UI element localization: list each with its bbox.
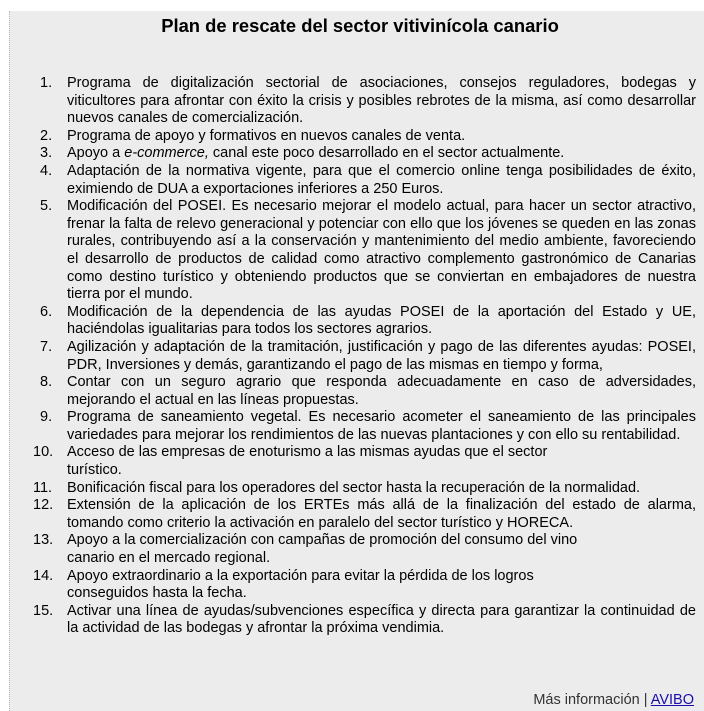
list-item	[40, 339, 696, 374]
item-number: 10.	[33, 444, 54, 461]
item-number: 4.	[40, 162, 53, 179]
footer-label: Más información |	[533, 692, 651, 708]
page-title: Plan de rescate del sector vitivinícola canario	[161, 15, 559, 36]
item-text: Modificación del POSEI. Es necesario mejorar el modelo actual, para hacer un sector atractivo, frenar la falta de relevo generacional y potenciar con ello que los jóvenes se queden en las zonas rurales, contribuyendo así a la conservación y mantenimiento del medio ambiente, favoreciendo el desarrollo de productos de calidad como atractivo complemento gastronómico de Canarias como destino turístico y obteniendo productos que se conviertan en embajadores de nuestra tierra por el mundo.	[67, 198, 696, 303]
list-item	[33, 444, 696, 479]
item-number: 13.	[33, 532, 54, 549]
item-number: 1.	[40, 75, 53, 91]
item-number: 9.	[40, 409, 53, 426]
item-number: 15.	[33, 602, 54, 619]
list-item	[33, 479, 696, 498]
item-text: Modificación de la dependencia de las ayudas POSEI de la aportación del Estado y UE, haciéndolas igualitarias para todos los sectores agrarios.	[67, 303, 696, 338]
rescue-plan-list	[33, 75, 696, 638]
item-number: 2.	[40, 127, 53, 144]
list-item	[33, 532, 696, 567]
item-number: 3.	[40, 145, 53, 162]
item-text: Contar con un seguro agrario que responda adecuadamente en caso de adversidades, mejorando el actual en las líneas propuestas.	[67, 374, 696, 408]
list-item	[40, 198, 696, 304]
item-text: Activar una línea de ayudas/subvenciones específica y directa para garantizar la continuidad de la actividad de las bodegas y afrontar la próxima vendimia.	[67, 602, 696, 637]
list-item	[33, 567, 696, 603]
list-item	[40, 75, 696, 128]
list-item	[40, 374, 696, 409]
list-item	[40, 145, 696, 163]
item-number: 11.	[33, 479, 53, 496]
list-item	[40, 163, 696, 198]
list-item	[40, 304, 696, 339]
item-text: Apoyo a	[67, 145, 125, 162]
item-text-emphasis: e-commerce,	[124, 145, 209, 162]
item-text: Extensión de la aplicación de los ERTEs más allá de la finalización del estado de alarma, tomando como criterio la activación en paralelo del sector turístico y HORECA.	[67, 497, 696, 531]
list-item	[33, 602, 696, 638]
item-number: 14.	[33, 567, 54, 584]
avibo-link[interactable]: AVIBO	[650, 692, 694, 708]
item-text: Programa de apoyo y formativos en nuevos canales de venta.	[67, 127, 466, 144]
item-number: 5.	[40, 198, 53, 215]
item-text: Adaptación de la normativa vigente, para que el comercio online tenga posibilidades de éxito, eximiendo de DUA a exportaciones inferiores a 250 Euros.	[67, 162, 696, 197]
item-text: Programa de saneamiento vegetal. Es necesario acometer el saneamiento de las principales variedades para mejorar los rendimientos de las nuevas plantaciones y con ello su rentabilidad.	[67, 409, 696, 443]
item-text: canal este poco desarrollado en el sector actualmente.	[208, 145, 565, 162]
item-text: Apoyo a la comercialización con campañas de promoción del consumo del vino canario en el mercado regional.	[67, 532, 578, 567]
list-item	[33, 497, 696, 532]
item-text: Acceso de las empresas de enoturismo a las mismas ayudas que el sector turístico.	[67, 444, 548, 479]
item-text: Programa de digitalización sectorial de asociaciones, consejos reguladores, bodegas y viticultores para afrontar con éxito la crisis y posibles rebrotes de la misma, así como desarrollar nuevos canales de comercialización.	[67, 75, 696, 127]
footer	[533, 691, 694, 709]
list-item	[40, 409, 696, 444]
item-number: 6.	[40, 303, 53, 320]
list-item	[40, 128, 696, 146]
item-text: Apoyo extraordinario a la exportación para evitar la pérdida de los logros conseguidos hasta la fecha.	[67, 567, 534, 602]
document-panel	[9, 11, 704, 711]
item-text: Bonificación fiscal para los operadores del sector hasta la recuperación de la normalidad.	[67, 479, 641, 496]
item-number: 8.	[40, 374, 53, 391]
item-number: 7.	[40, 338, 53, 355]
item-number: 12.	[33, 497, 54, 514]
item-text: Agilización y adaptación de la tramitación, justificación y pago de las diferentes ayudas: POSEI, PDR, Inversiones y demás, garantizando el pago de las mismas en tiempo y forma,	[67, 338, 696, 373]
